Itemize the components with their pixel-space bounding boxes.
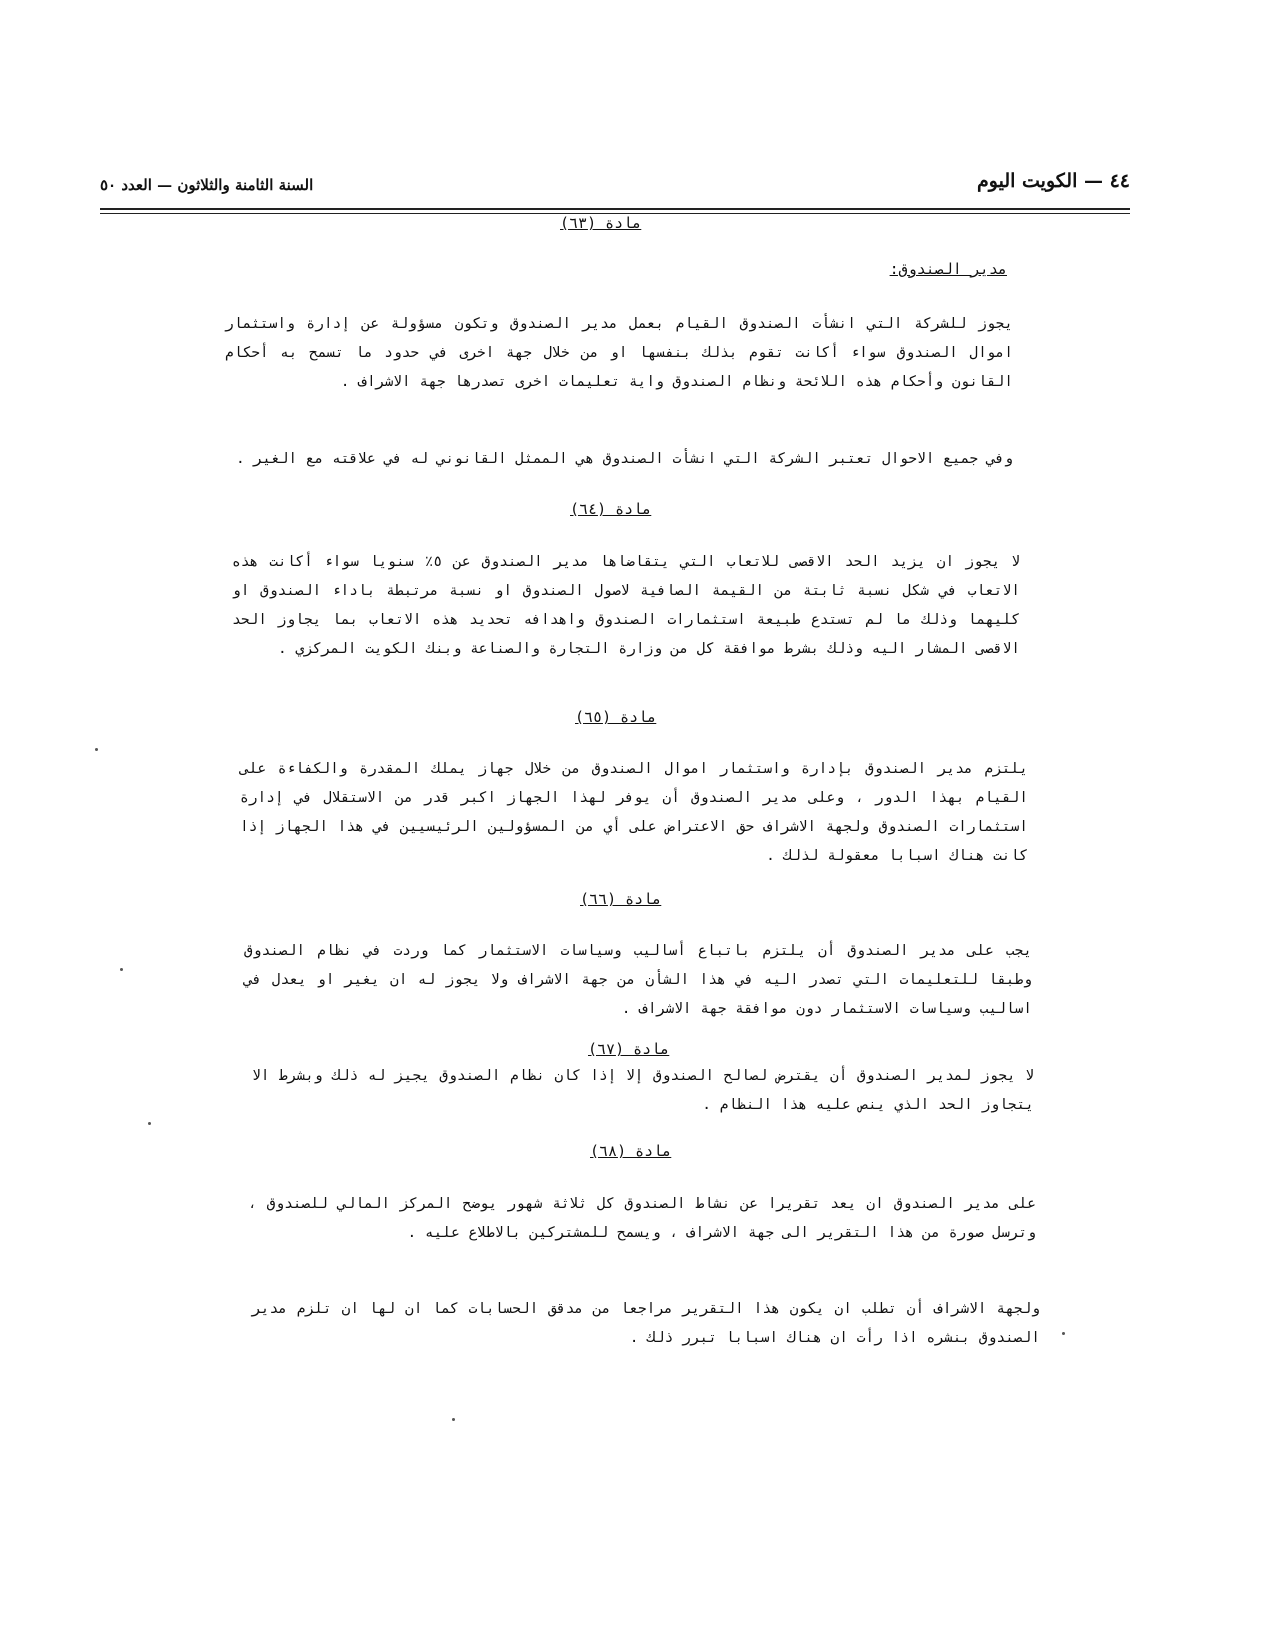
scan-speck bbox=[1062, 1332, 1065, 1335]
article-64-paragraph: لا يجوز ان يزيد الحد الاقصى للاتعاب التي يتقاضاها مدير الصندوق عن ٥٪ سنويا سواء أكانت هذه الاتعاب في شكل نسبة ثابتة من القيمة الصافية لاصول الصندوق او نسبة مرتبطة باداء الصندوق او كليهما وذلك ما لم تستدع طبيعة استثمارات الصندوق واهدافه تحديد هذه الاتعاب بما يجاوز الحد الاقصى المشار اليه وذلك بشرط موافقة كل من وزارة التجارة والصناعة وبنك الكويت المركزي . bbox=[232, 554, 1020, 657]
article-67-paragraph: لا يجوز لمدير الصندوق أن يقترض لصالح الصندوق إلا إذا كان نظام الصندوق يجيز له ذلك وبشرط الا يتجاوز الحد الذي ينص عليه هذا النظام . bbox=[252, 1068, 1034, 1113]
article-title-64: مادة (٦٤) bbox=[570, 500, 652, 518]
page-header bbox=[100, 170, 1130, 200]
article-title-65: مادة (٦٥) bbox=[575, 708, 657, 726]
article-title-66: مادة (٦٦) bbox=[580, 890, 662, 908]
article-66-paragraph: يجب على مدير الصندوق أن يلتزم باتباع أساليب وسياسات الاستثمار كما وردت في نظام الصندوق وطبقا للتعليمات التي تصدر اليه في هذا الشأن من جهة الاشراف ولا يجوز له ان يغير او يعدل في اساليب وسياسات الاستثمار دون موافقة جهة الاشراف . bbox=[244, 943, 1032, 1017]
article-68-paragraph-1: على مدير الصندوق ان يعد تقريرا عن نشاط الصندوق كل ثلاثة شهور يوضح المركز المالي للصندوق ، وترسل صورة من هذا التقرير الى جهة الاشراف ، ويسمح للمشتركين بالاطلاع عليه . bbox=[248, 1196, 1036, 1241]
article-63-paragraph-1: يجوز للشركة التي انشأت الصندوق القيام بعمل مدير الصندوق وتكون مسؤولة عن إدارة واستثمار اموال الصندوق سواء أكانت تقوم بذلك بنفسها او من خلال جهة اخرى في حدود ما تسمح به أحكام القانون وأحكام هذه اللائحة ونظام الصندوق واية تعليمات اخرى تصدرها جهة الاشراف . bbox=[225, 316, 1013, 390]
scan-speck bbox=[95, 748, 98, 751]
article-title-68: مادة (٦٨) bbox=[590, 1142, 672, 1160]
article-title-63: مادة (٦٣) bbox=[560, 214, 642, 232]
scan-speck bbox=[452, 1418, 455, 1421]
page-title: ٤٤ — الكويت اليوم bbox=[977, 170, 1130, 192]
scan-speck bbox=[148, 1122, 151, 1125]
article-63-paragraph-2: وفي جميع الاحوال تعتبر الشركة التي انشأت الصندوق هي الممثل القانوني له في علاقته مع الغير . bbox=[236, 451, 1013, 467]
article-68-paragraph-2: ولجهة الاشراف أن تطلب ان يكون هذا التقرير مراجعا من مدقق الحسابات كما ان لها ان تلزم مدير الصندوق بنشره اذا رأت ان هناك اسبابا تبرر ذلك . bbox=[252, 1301, 1040, 1346]
header-rule bbox=[100, 208, 1130, 210]
article-title-67: مادة (٦٧) bbox=[588, 1040, 670, 1058]
issue-info: السنة الثامنة والثلاثون — العدد ٥٠ bbox=[100, 176, 314, 194]
scan-speck bbox=[120, 968, 123, 971]
article-65-paragraph: يلتزم مدير الصندوق بإدارة واستثمار اموال الصندوق من خلال جهاز يملك المقدرة والكفاءة على القيام بهذا الدور ، وعلى مدير الصندوق أن يوفر لهذا الجهاز اكبر قدر من الاستقلال في إدارة استثمارات الصندوق ولجهة الاشراف حق الاعتراض على أي من المسؤولين الرئيسيين في هذا الجهاز إذا كانت هناك اسبابا معقولة لذلك . bbox=[240, 761, 1028, 864]
section-subheading: مدير الصندوق: bbox=[889, 260, 1007, 278]
